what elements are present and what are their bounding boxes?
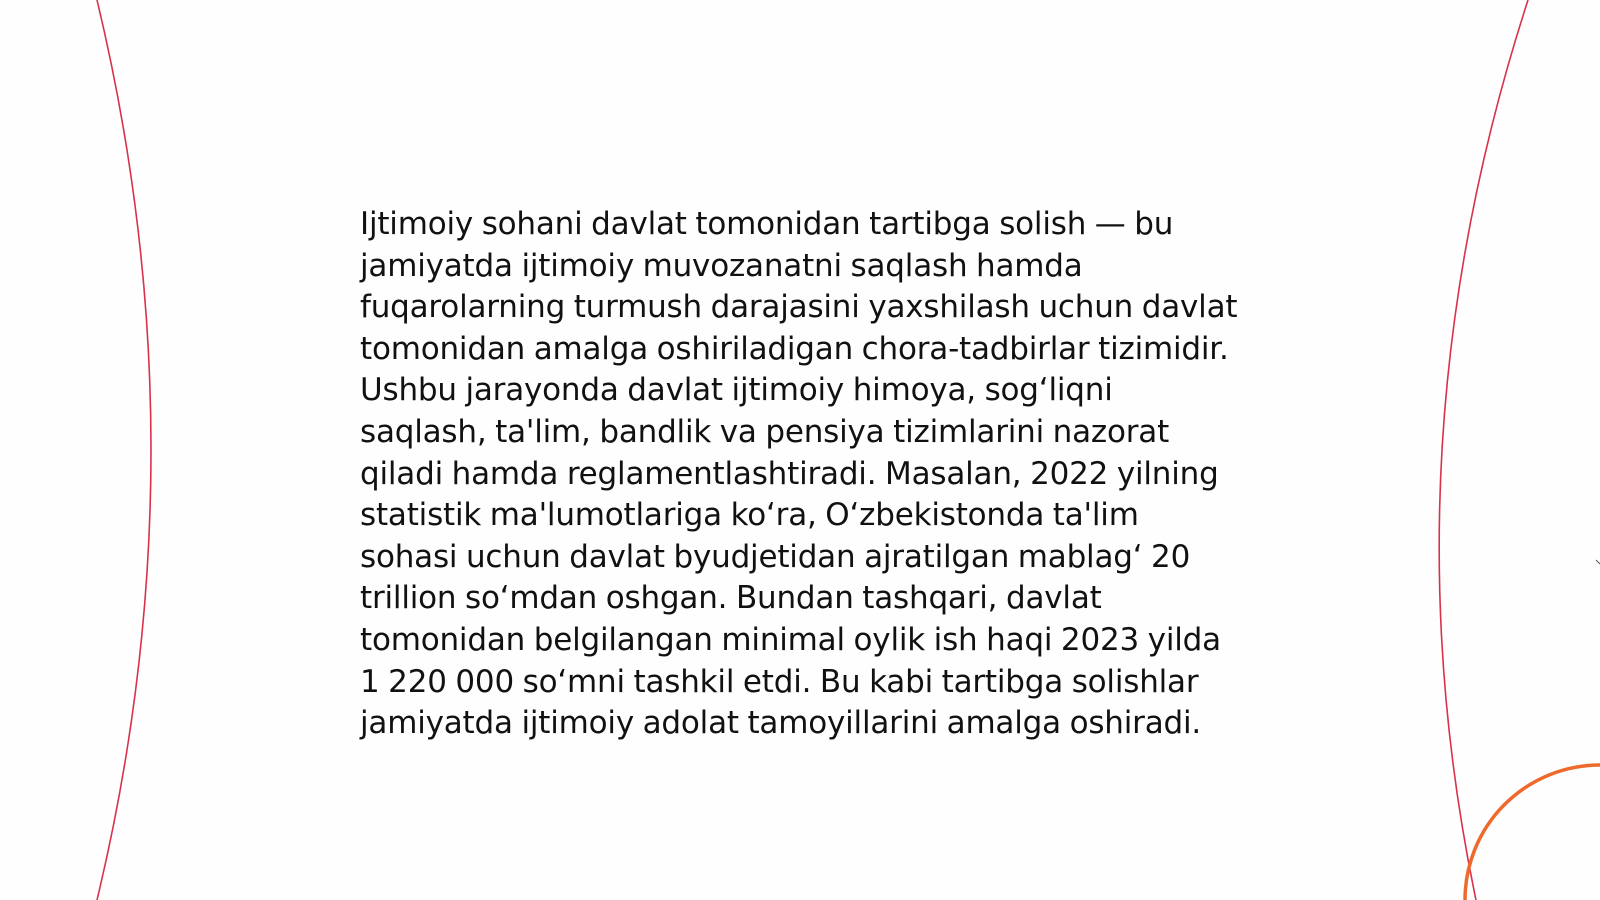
right-edge-tick xyxy=(1596,560,1600,564)
orange-circle-outline xyxy=(1465,765,1600,900)
slide-body-text: Ijtimoiy sohani davlat tomonidan tartibga solish — bu jamiyatda ijtimoiy muvozanatni saqlash hamda fuqarolarning turmush darajasini yaxshilash uchun davlat tomonidan amalga oshiriladigan chora-tadbirlar tizimidir. Ushbu jarayonda davlat ijtimoiy himoya, sogʻliqni saqlash, ta'lim, bandlik va pensiya tizimlarini nazorat qiladi hamda reglamentlashtiradi. Masalan, 2022 yilning statistik ma'lumotlariga koʻra, Oʻzbekistonda ta'lim sohasi uchun davlat byudjetidan ajratilgan mablagʻ 20 trillion soʻmdan oshgan. Bundan tashqari, davlat tomonidan belgilangan minimal oylik ish haqi 2023 yilda 1 220 000 soʻmni tashkil etdi. Bu kabi tartibga solishlar jamiyatda ijtimoiy adolat tamoyillarini amalga oshiradi. xyxy=(360,206,1238,742)
right-curve-line xyxy=(1439,0,1528,900)
left-curve-line xyxy=(97,0,151,900)
